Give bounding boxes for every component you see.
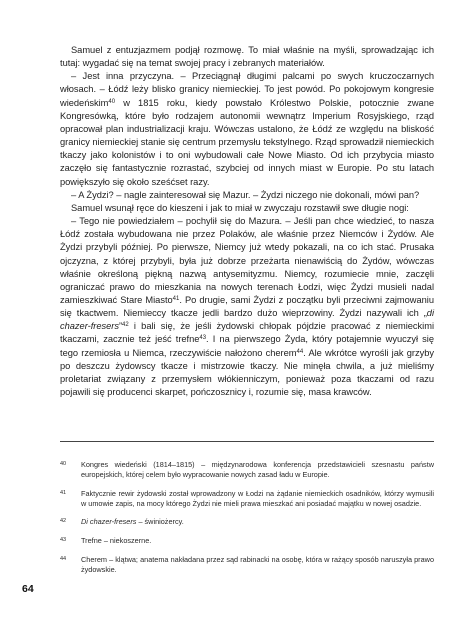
text-segment: Trefne – niekoszerne.: [81, 535, 152, 545]
footnote-reference: 41: [172, 295, 180, 302]
footnote-number: 42: [60, 518, 67, 525]
text-segment: Kongres wiedeński (1814–1815) – międzynarodowa konferencja przedstawicieli szesnastu państw europejskich, której celem było wypracowanie nowych zasad ładu w Europie.: [81, 460, 434, 480]
main-text: [60, 44, 434, 399]
footnote-text: [81, 489, 434, 509]
text-segment: . I na pierwszego Żyda, który potajemnie wyuczył się tego rzemiosła u Niemca, rzeczywiście nałożono cherem: [60, 334, 434, 358]
footnote: [60, 555, 434, 575]
text-segment: Faktycznie rewir żydowski został wprowadzony w Łodzi na żądanie niemieckich osadników, którzy wymusili w umowie zapis, na mocy którego Żydzi nie mieli prawa mieszkać ani posiadać majątku w nowej osadzie.: [81, 488, 434, 508]
page-number: 64: [22, 583, 34, 595]
paragraph: [60, 215, 434, 399]
footnotes: [60, 460, 434, 583]
footnote-reference: 42: [122, 322, 129, 329]
text-segment: Samuel wsunął ręce do kieszeni i jak to miał w zwyczaju rozstawił swe długie nogi:: [71, 202, 409, 213]
text-segment: . Po drugie, sami Żydzi z początku byli przeciwni zajmowaniu się tkactwem. Niemieccy tkacze jedli bardzo dużo wieprzowiny. Żydzi nazywali ich „: [60, 294, 434, 319]
footnote-number: 44: [60, 555, 67, 562]
text-segment: Samuel z entuzjazmem podjął rozmowę. To miał właśnie na myśli, sprowadzając ich tutaj: wygadać się na temat swojej pracy i zebranych materiałów.: [60, 45, 434, 69]
footnote-number: 40: [60, 461, 67, 467]
paragraph: [60, 70, 434, 188]
text-segment: – Tego nie powiedziałem – pochylił się do Mazura. – Jeśli pan chce wiedzieć, to nasza Łódź została wybudowana nie przez Polaków, ale właśnie przez Niemców i Żydów. Ale Żydzi przybyli później. Po pierwsze, Niemcy już wtedy pokazali, na co ich stać. Prusaka ojczyzna, z której przybyli, była już dobrze przeżarta nienawiścią do Żydów, wówczas właśnie określoną piękną nazwą antysemityzmu. Niemcy, rozumiecie mnie, zaczęli ograniczać prawo do mieszkania na nowych terenach Łodzi, więc Żydzi musieli nadal zamieszkiwać Stare Miasto: [60, 216, 434, 305]
footnote: [60, 489, 434, 509]
paragraph: [60, 189, 434, 202]
footnote-number: 43: [60, 536, 67, 543]
footnote-reference: 40: [108, 98, 116, 105]
text-segment: i bali się, że jeśli żydowski chłopak pójdzie pracować z niemieckimi tkaczami, zacznie też jeść trefne: [60, 321, 434, 345]
footnote: [60, 517, 434, 527]
italic-phrase: Di chazer-fresers: [81, 517, 137, 527]
footnote-number: 41: [60, 489, 67, 496]
paragraph: [60, 44, 434, 70]
footnote-text: [81, 536, 434, 546]
text-segment: Cherem – klątwa; anatema nakładana przez sąd rabinacki na osobę, która w rażący sposób naruszyła prawo żydowskie.: [81, 554, 434, 574]
paragraph: [60, 202, 434, 215]
footnote-reference: 43: [199, 335, 207, 342]
text-segment: . Ale wkrótce wyrośli jak grzyby po deszczu żydowscy tkacze i mistrzowie tkaczy. Nie minęła chwila, a już mieliśmy proletariat związany z przemysłem włókienniczym, ponieważ poza tkaczami od razu pojawili się producenci skarpet, pończosznicy i, rozumie się, masa krawców.: [60, 347, 434, 398]
footnote-text: [81, 555, 434, 575]
text-segment: ”: [118, 321, 123, 332]
text-segment: – Jest inna przyczyna. – Przeciągnął długimi palcami po swych kruczoczarnych włosach. – Łódź leży blisko granicy niemieckiej. To jest powód. Po pokojowym kongresie wiedeńskim: [60, 71, 434, 108]
footnote-separator: [60, 441, 434, 442]
footnote-reference: 44: [296, 348, 304, 355]
footnote-text: [81, 460, 434, 480]
footnote: [60, 460, 434, 480]
text-segment: – świniożercy.: [136, 517, 184, 527]
italic-phrase: di chazer-fresers: [60, 308, 434, 332]
text-segment: – A Żydzi? – nagle zainteresował się Mazur. – Żydzi niczego nie dokonali, mówi pan?: [71, 189, 420, 200]
footnote-text: [81, 517, 434, 527]
text-segment: w 1815 roku, kiedy powstało Królestwo Polskie, potocznie zwane Kongresówką, które było rodzajem autonomii wewnątrz Imperium Rosyjskiego, rząd opracował plan industrializacji kraju. Wówczas ustalono, że Łódź ze względu na bliskość granicy niemieckiej stanie się centrum przemysłu tekstylnego. Rząd sprowadził niemieckich tkaczy jako kolonistów i to oni wybudowali całe Nowe Miasto. Od ich przybycia miasto zaczęło się fantastycznie rozrastać, szybciej od innych miast w Europie. Po stu latach powiększyło się około sześćset razy.: [60, 97, 434, 187]
footnote: [60, 536, 434, 546]
